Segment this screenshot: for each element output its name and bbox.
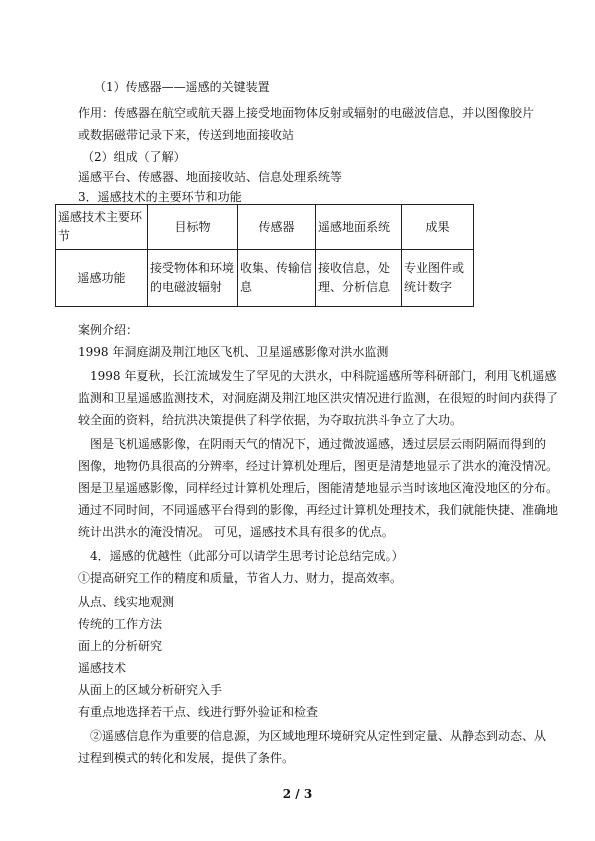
case-paragraph-2-line-2: 图像，地物仍具很高的分辨率，经过计算机处理后，图更是清楚地显示了洪水的淹没情况。 [78,459,559,473]
composition-list: 遥感平台、传感器、地面接收站、信息处理系统等 [78,170,343,184]
case-intro-label: 案例介绍： [78,323,139,337]
section-3-heading: 3．遥感技术的主要环节和功能 [78,190,242,204]
list-item: 从面上的区域分析研究入手 [78,683,223,697]
table-row [56,250,474,307]
list-item: 有重点地选择若干点、线进行野外验证和检查 [78,705,319,719]
list-item: 传统的工作方法 [78,617,163,631]
table-cell: 接收信息，处理、分析信息 [316,250,402,307]
sensor-function-line-2: 或数据磁带记录下来，传送到地面接收站 [78,128,295,142]
table-header-cell: 遥感技术主要环节 [56,205,148,250]
advantage-2-line-1: ②遥感信息作为重要的信息源，为区域地理环境研究从定性到定量、从静态到动态、从 [90,729,547,743]
list-item: 面上的分析研究 [78,639,163,653]
advantage-1: ①提高研究工作的精度和质量，节省人力、财力，提高效率。 [78,571,403,585]
list-item: 遥感技术 [78,661,127,675]
section-4-heading: 4．遥感的优越性（此部分可以请学生思考讨论总结完成。） [90,549,404,563]
list-item: 从点、线实地观测 [78,595,175,609]
table-header-cell: 目标物 [148,205,238,250]
table-header-cell: 成果 [402,205,474,250]
case-paragraph-2-line-4: 通过不同时间，不同遥感平台得到的影像，再经过计算机处理技术，我们就能快捷、准确地 [78,503,559,517]
case-title: 1998 年洞庭湖及荆江地区飞机、卫星遥感影像对洪水监测 [78,345,389,359]
case-paragraph-2-line-1: 图是飞机遥感影像，在阴雨天气的情况下，通过微波遥感，透过层层云雨阴隔而得到的 [90,437,547,451]
table-header-cell: 传感器 [238,205,316,250]
case-paragraph-2-line-3: 图是卫星遥感影像，同样经过计算机处理后，图能清楚地显示当时该地区淹没地区的分布。 [78,481,559,495]
composition-heading: （2）组成（了解） [82,150,186,164]
case-paragraph-1-line-2: 监测和卫星遥感监测技术，对洞庭湖及荆江地区洪灾情况进行监测，在很短的时间内获得了 [78,391,559,405]
case-paragraph-1-line-3: 较全面的资料，给抗洪决策提供了科学依据，为夺取抗洪斗争立了大功。 [78,413,463,427]
case-paragraph-1-line-1: 1998 年夏秋，长江流域发生了罕见的大洪水，中科院遥感所等科研部门，利用飞机遥感 [90,369,557,383]
table-header-row [56,205,474,250]
sensor-heading: （1）传感器——遥感的关键装置 [94,80,270,94]
remote-sensing-stages-table [55,204,474,307]
table-header-cell: 遥感地面系统 [316,205,402,250]
table-cell: 收集、传输信息 [238,250,316,307]
advantage-2-line-2: 过程到模式的转化和发展，提供了条件。 [78,751,295,765]
sensor-function-line-1: 作用：传感器在航空或航天器上接受地面物体反射或辐射的电磁波信息，并以图像胶片 [78,106,535,120]
table-cell: 接受物体和环境的电磁波辐射 [148,250,238,307]
table-cell: 遥感功能 [56,250,148,307]
page-number: 2 / 3 [282,787,313,801]
table-cell: 专业图件或统计数字 [402,250,474,307]
case-paragraph-2-line-5: 统计出洪水的淹没情况。 可见，遥感技术具有很多的优点。 [78,525,394,539]
